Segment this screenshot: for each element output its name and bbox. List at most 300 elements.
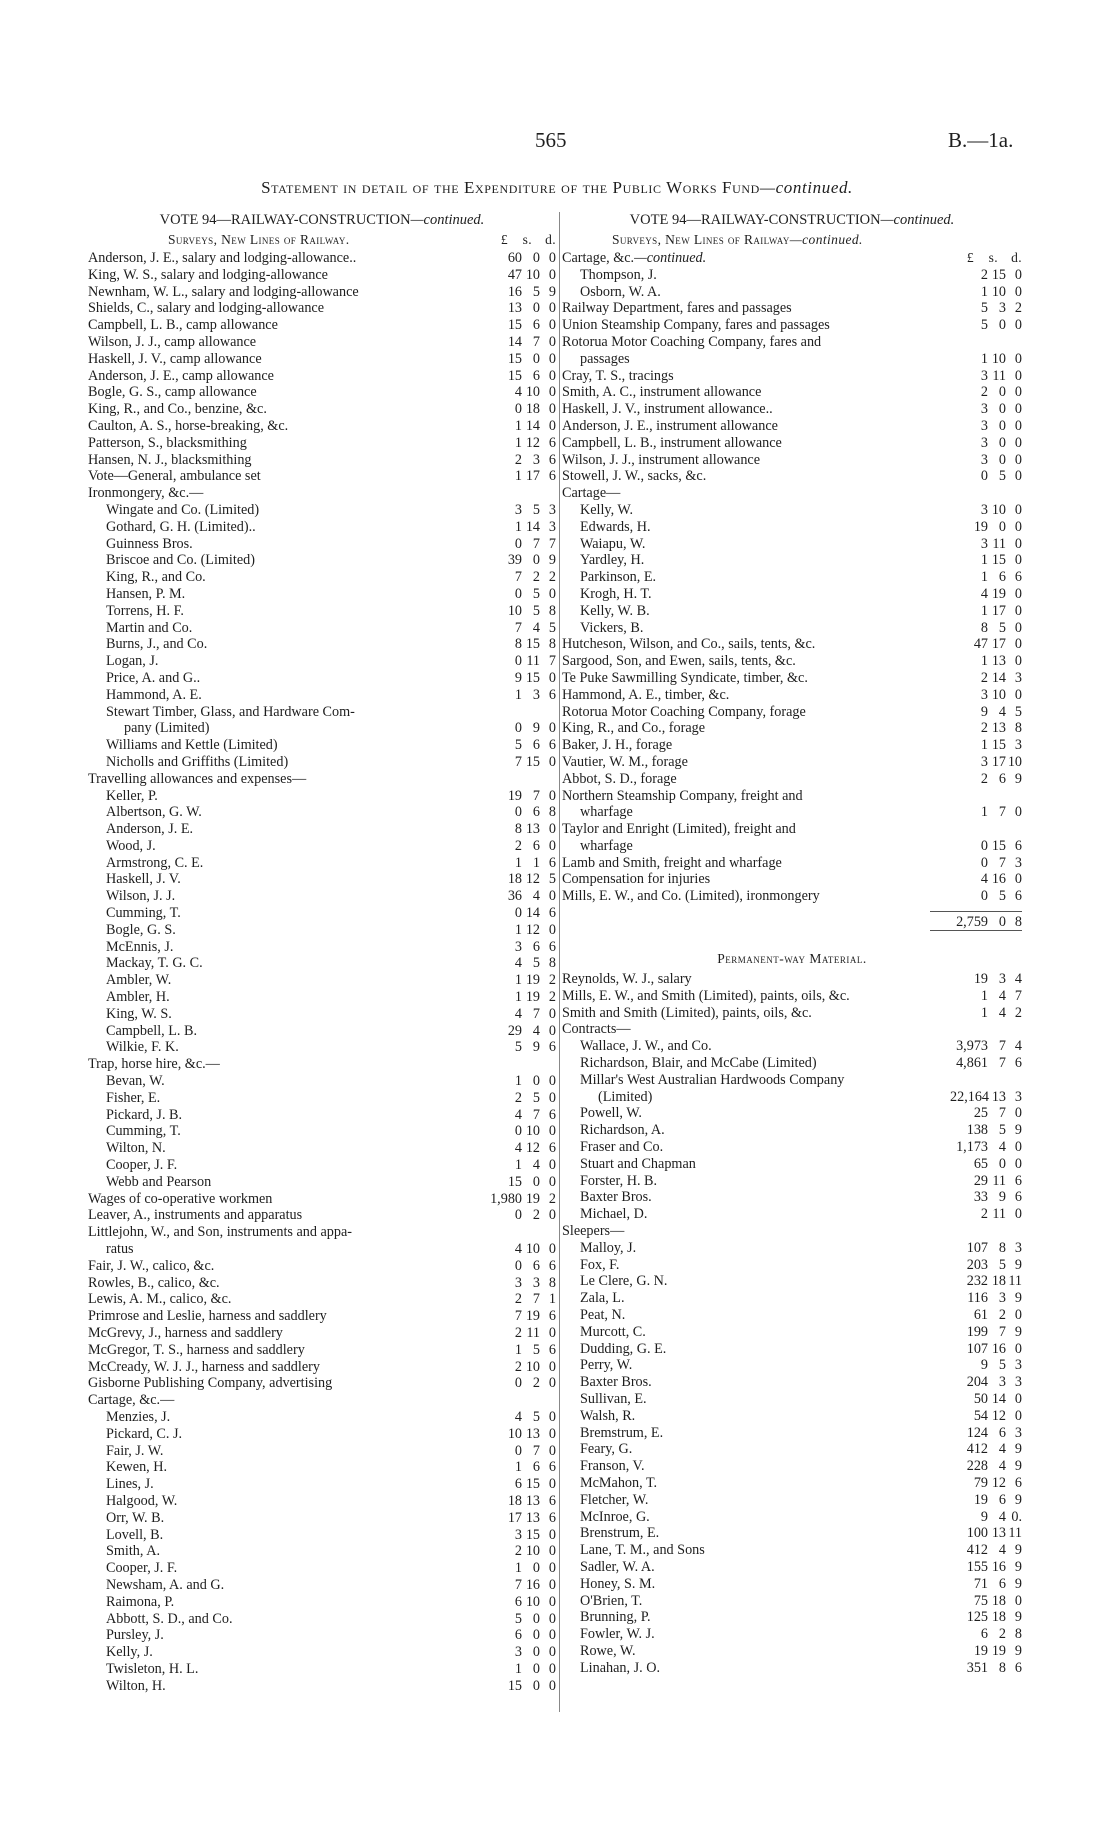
title-continued: —continued.	[759, 178, 853, 197]
entry-name: Haskell, J. V., camp allowance	[88, 350, 262, 367]
entry-pence: 2	[1014, 1004, 1022, 1021]
entry-row	[88, 720, 556, 737]
entry-name: Baxter Bros.	[580, 1374, 652, 1391]
entry-row	[88, 1207, 556, 1224]
entry-name-cell	[562, 1273, 950, 1290]
entry-amount	[950, 988, 1022, 1005]
entry-pounds: 7	[514, 569, 522, 586]
entry-name: Nicholls and Griffiths (Limited)	[106, 753, 289, 770]
entry-shillings: 5	[532, 501, 540, 518]
entry-name-cell	[88, 603, 484, 620]
entry-shillings: 19	[525, 1190, 540, 1207]
entry-shillings: 7	[532, 1005, 540, 1022]
entry-name: Smith, A. C., instrument allowance	[562, 384, 762, 401]
entry-amount	[950, 502, 1022, 519]
entry-shillings: 15	[991, 737, 1006, 754]
entry-name: Caulton, A. S., horse-breaking, &c.	[88, 417, 289, 434]
entry-row	[562, 1408, 1022, 1425]
entry-row	[562, 1105, 1022, 1122]
entry-name: Zala, L.	[580, 1290, 625, 1307]
entry-pence: 0	[548, 720, 556, 737]
entry-shillings: 4	[998, 1441, 1006, 1458]
entry-row	[88, 586, 556, 603]
entry-name-cell	[88, 1241, 484, 1258]
entry-shillings: 14	[991, 1391, 1006, 1407]
entry-pence: 0	[548, 250, 556, 266]
entry-amount	[484, 1140, 556, 1157]
entry-amount	[950, 435, 1022, 452]
entry-shillings: 16	[991, 1558, 1006, 1575]
entry-amount	[950, 754, 1022, 771]
entry-name: Yardley, H.	[580, 552, 645, 569]
entry-pounds: 18	[507, 1492, 522, 1509]
total-pounds: 2,759	[956, 914, 988, 931]
entry-name-cell	[562, 687, 950, 704]
entry-amount	[950, 351, 1022, 368]
entry-row	[562, 1122, 1022, 1139]
entry-row	[562, 620, 1022, 637]
entry-amount	[950, 1273, 1022, 1290]
entry-shillings: 4	[532, 1022, 540, 1039]
entry-amount	[950, 1626, 1022, 1643]
entry-name: McGrevy, J., harness and saddlery	[88, 1325, 283, 1341]
entry-name: Stowell, J. W., sacks, &c.	[562, 468, 707, 485]
entry-pence: 8	[548, 1274, 556, 1291]
entry-pounds: 0	[514, 804, 522, 821]
entry-shillings: 12	[525, 921, 540, 938]
entry-amount	[484, 1678, 556, 1695]
entry-pence: 8	[1014, 720, 1022, 737]
entry-pounds: 15	[507, 367, 522, 384]
entry-name-cell	[88, 1140, 484, 1157]
entry-name-cell	[562, 838, 950, 855]
entry-row	[88, 1157, 556, 1174]
entry-name: Wilson, J. J.	[106, 888, 176, 905]
entry-name: Twisleton, H. L.	[106, 1660, 199, 1677]
entry-pence: 0	[548, 401, 556, 418]
entry-pence: 11	[1008, 1525, 1022, 1542]
statement-title	[0, 178, 1114, 198]
entry-name-cell	[562, 1509, 950, 1526]
entry-name: Leaver, A., instruments and apparatus	[88, 1207, 303, 1224]
entry-amount	[950, 1156, 1022, 1173]
entry-name-cell	[562, 1559, 950, 1576]
entry-name: Richardson, Blair, and McCabe (Limited)	[580, 1055, 817, 1072]
entry-shillings: 6	[532, 1459, 540, 1476]
entry-amount	[484, 804, 556, 821]
entry-row	[88, 1342, 556, 1359]
entry-pence: 9	[1014, 1642, 1022, 1659]
entry-shillings: 7	[998, 1038, 1006, 1055]
entry-amount	[950, 1206, 1022, 1223]
entry-row	[562, 1626, 1022, 1643]
entry-name: Fox, F.	[580, 1256, 620, 1273]
entry-name: Sadler, W. A.	[580, 1558, 655, 1575]
entry-name-cell	[88, 1627, 484, 1644]
entry-name: Ironmongery, &c.—	[88, 485, 204, 502]
entry-name: Franson, V.	[580, 1458, 645, 1475]
entry-name: Halgood, W.	[106, 1492, 178, 1509]
entry-name: Rotorua Motor Coaching Company, fares and	[562, 333, 822, 350]
entry-name-cell	[562, 418, 950, 435]
entry-name: Bevan, W.	[106, 1073, 165, 1090]
entry-name-cell	[88, 1107, 484, 1124]
entry-shillings: 7	[998, 854, 1006, 871]
entry-shillings: 5	[532, 1408, 540, 1425]
entry-row	[88, 1191, 556, 1208]
entry-pence: 0	[548, 837, 556, 854]
entry-amount	[484, 536, 556, 553]
entry-name-cell	[562, 401, 950, 418]
entry-shillings: 4	[532, 619, 540, 636]
entry-name-cell	[88, 855, 484, 872]
entry-pounds: 2	[514, 1325, 522, 1341]
entry-row	[562, 788, 1022, 805]
entry-name-cell	[562, 452, 950, 469]
entry-row	[562, 351, 1022, 368]
entry-row	[88, 1224, 556, 1241]
entry-name-cell	[562, 720, 950, 737]
entry-name-cell	[88, 317, 484, 334]
entry-shillings: 6	[532, 938, 540, 955]
entry-row	[88, 519, 556, 536]
entry-pounds: 29	[973, 1172, 988, 1189]
entry-pounds: 5	[514, 1039, 522, 1056]
entry-name: Baxter Bros.	[580, 1189, 652, 1206]
entry-amount	[484, 1493, 556, 1510]
entry-shillings: 3	[998, 1290, 1006, 1307]
entry-pounds: 0	[514, 1257, 522, 1274]
entry-row	[562, 1492, 1022, 1509]
entry-pence: 0	[548, 1610, 556, 1627]
entry-name: Keller, P.	[106, 787, 158, 804]
entry-pence: 9	[1014, 1122, 1022, 1139]
entry-name-cell	[88, 1073, 484, 1090]
entry-name-cell	[562, 1122, 950, 1139]
entry-name-cell	[562, 1391, 950, 1408]
entry-shillings: 0	[532, 1173, 540, 1190]
entry-name-cell	[88, 334, 484, 351]
entry-shillings: 0	[998, 317, 1006, 334]
entry-name-cell	[562, 384, 950, 401]
entry-name: Wilson, J. J., camp allowance	[88, 333, 257, 350]
entry-row	[562, 418, 1022, 435]
entry-row	[562, 804, 1022, 821]
entry-shillings: 4	[998, 1458, 1006, 1475]
entry-amount	[484, 1443, 556, 1460]
shillings-header: s.	[988, 250, 998, 265]
document-reference: B.—1a.	[948, 128, 1014, 152]
entry-name: Torrens, H. F.	[106, 602, 184, 619]
entry-row	[562, 1290, 1022, 1307]
entry-name: Fraser and Co.	[580, 1139, 664, 1156]
entry-name: Rowles, B., calico, &c.	[88, 1274, 220, 1291]
entry-row	[88, 1392, 556, 1409]
entry-amount	[950, 1290, 1022, 1307]
entry-row	[88, 1073, 556, 1090]
entry-name-cell	[88, 788, 484, 805]
entry-name-cell	[88, 1577, 484, 1594]
entry-name: Martin and Co.	[106, 619, 193, 636]
entry-pence: 3	[1014, 737, 1022, 754]
entry-shillings: 17	[991, 602, 1006, 619]
entry-row	[88, 704, 556, 721]
entry-shillings: 16	[991, 871, 1006, 888]
entry-pence: 9	[1014, 1441, 1022, 1458]
entry-name: Fowler, W. J.	[580, 1626, 655, 1643]
entry-name: Ambler, W.	[106, 972, 172, 989]
entry-amount	[484, 351, 556, 368]
entry-name: Thompson, J.	[580, 266, 657, 283]
entry-amount	[950, 1307, 1022, 1324]
entry-shillings: 2	[532, 569, 540, 586]
entry-name-cell	[562, 284, 950, 301]
entry-pounds: 7	[514, 1576, 522, 1593]
entry-row	[88, 888, 556, 905]
entry-name-cell	[88, 972, 484, 989]
entry-row	[88, 452, 556, 469]
entry-name: McEnnis, J.	[106, 938, 174, 955]
entry-name-cell	[88, 1006, 484, 1023]
entry-name: Fisher, E.	[106, 1089, 161, 1106]
entry-pence: 0	[1014, 317, 1022, 334]
entry-amount	[484, 1611, 556, 1628]
entry-pence: 8	[548, 602, 556, 619]
entry-shillings: 13	[525, 821, 540, 838]
entry-name: McCready, W. J. J., harness and saddlery	[88, 1358, 320, 1375]
entry-row	[88, 620, 556, 637]
entry-name: Kelly, J.	[106, 1644, 153, 1661]
entry-pounds: 15	[507, 1173, 522, 1190]
entry-row	[88, 1611, 556, 1628]
entry-amount	[950, 838, 1022, 855]
shillings-header: s.	[522, 232, 532, 247]
entry-amount	[950, 1542, 1022, 1559]
entry-row	[88, 1325, 556, 1342]
entry-name: Cray, T. S., tracings	[562, 367, 674, 384]
entry-row	[562, 435, 1022, 452]
entry-shillings: 0	[998, 1155, 1006, 1172]
entry-pence: 0	[548, 1543, 556, 1560]
entry-row	[88, 317, 556, 334]
entry-amount	[484, 519, 556, 536]
entry-name: Lewis, A. M., calico, &c.	[88, 1291, 232, 1308]
entry-row	[88, 821, 556, 838]
entry-name-cell	[562, 1492, 950, 1509]
entry-shillings: 6	[532, 737, 540, 754]
entry-amount	[484, 368, 556, 385]
entry-pounds: 6	[514, 1476, 522, 1493]
entry-pounds: 5	[514, 1610, 522, 1627]
entry-name-cell	[562, 1525, 950, 1542]
entry-shillings: 0	[532, 1073, 540, 1090]
entry-pounds: 18	[507, 871, 522, 888]
entry-shillings: 19	[525, 989, 540, 1006]
entry-name: Wilton, H.	[106, 1677, 166, 1694]
entry-pounds: 47	[973, 636, 988, 653]
entry-name-cell	[562, 1257, 950, 1274]
entry-pounds: 36	[507, 888, 522, 905]
entry-amount	[950, 1122, 1022, 1139]
entry-amount	[950, 1240, 1022, 1257]
entry-pounds: 7	[514, 619, 522, 636]
subheading-row	[562, 230, 1022, 250]
entry-name-cell	[88, 1527, 484, 1544]
entry-amount	[950, 720, 1022, 737]
entry-amount	[484, 1174, 556, 1191]
entry-shillings: 17	[991, 636, 1006, 653]
entry-pence: 6	[548, 1509, 556, 1526]
entry-name: King, R., and Co., forage	[562, 720, 706, 737]
entry-shillings: 5	[998, 468, 1006, 485]
entry-name: Brenstrum, E.	[580, 1525, 660, 1542]
entry-name: Anderson, J. E., salary and lodging-allowance..	[88, 250, 357, 266]
entry-shillings: 5	[532, 602, 540, 619]
entry-shillings: 19	[525, 972, 540, 989]
entry-name-cell	[562, 1593, 950, 1610]
entry-row	[562, 1475, 1022, 1492]
entry-name-cell	[562, 1038, 950, 1055]
entry-row	[88, 838, 556, 855]
entry-name-cell	[88, 737, 484, 754]
entry-pence: 0	[548, 1207, 556, 1224]
entry-name: Kewen, H.	[106, 1459, 168, 1476]
entry-shillings: 9	[532, 720, 540, 737]
entry-name-cell	[88, 1493, 484, 1510]
entry-amount	[950, 1257, 1022, 1274]
entry-pence: 0	[548, 1173, 556, 1190]
entry-shillings: 7	[532, 1106, 540, 1123]
entry-row	[88, 1123, 556, 1140]
entry-name-cell	[88, 720, 484, 737]
entry-name: Wages of co-operative workmen	[88, 1190, 273, 1207]
entry-pounds: 54	[973, 1407, 988, 1424]
entry-shillings: 13	[991, 1525, 1006, 1542]
entry-shillings: 6	[532, 317, 540, 334]
entry-row	[562, 1307, 1022, 1324]
entry-pounds: 6	[514, 1627, 522, 1644]
entry-amount	[484, 939, 556, 956]
entry-pence: 0	[1014, 1155, 1022, 1172]
entry-name-cell	[88, 384, 484, 401]
entry-name: Brunning, P.	[580, 1609, 651, 1626]
entry-pounds: 3	[980, 434, 988, 451]
entry-name-cell	[562, 821, 950, 838]
entry-name: Sullivan, E.	[580, 1391, 647, 1407]
entry-pounds: 2	[514, 1291, 522, 1308]
entry-pounds: 0	[980, 837, 988, 854]
entry-amount	[950, 384, 1022, 401]
entry-pence: 0	[1014, 602, 1022, 619]
entry-pounds: 1	[514, 989, 522, 1006]
entry-pounds: 3	[514, 501, 522, 518]
entry-name-cell	[88, 1174, 484, 1191]
entry-amount	[484, 687, 556, 704]
entry-shillings: 14	[991, 669, 1006, 686]
entry-name: Vickers, B.	[580, 619, 644, 636]
entry-pence: 0	[1014, 501, 1022, 518]
entry-shillings: 1	[532, 854, 540, 871]
entry-shillings: 17	[525, 468, 540, 485]
entry-amount	[950, 1089, 1022, 1106]
entry-row	[88, 1510, 556, 1527]
entry-row	[562, 1509, 1022, 1526]
entry-name: Rowe, W.	[580, 1642, 636, 1659]
entry-shillings: 12	[525, 1140, 540, 1157]
entry-row	[562, 771, 1022, 788]
entry-row	[88, 1056, 556, 1073]
entry-name: Feary, G.	[580, 1441, 633, 1458]
entry-row	[562, 653, 1022, 670]
vote-continued: —continued.	[880, 212, 955, 228]
entry-amount	[484, 1342, 556, 1359]
entry-row	[562, 670, 1022, 687]
entry-amount	[484, 1577, 556, 1594]
entry-pence: 6	[1014, 569, 1022, 586]
entry-name-cell	[562, 771, 950, 788]
entry-shillings: 18	[991, 1609, 1006, 1626]
entry-pence: 9	[548, 283, 556, 300]
entry-name-cell	[562, 988, 950, 1005]
entry-name: Menzies, J.	[106, 1408, 171, 1425]
entry-pence: 6	[548, 1341, 556, 1358]
entry-name: King, W. S., salary and lodging-allowance	[88, 266, 328, 283]
left-entries	[88, 250, 556, 1695]
entry-name-cell	[88, 284, 484, 301]
entry-pence: 0	[1014, 266, 1022, 283]
entry-shillings: 10	[525, 1123, 540, 1140]
entry-pounds: 1	[514, 1560, 522, 1577]
entry-name-cell	[562, 1290, 950, 1307]
entry-pence: 0	[1014, 1139, 1022, 1156]
entry-name: Vautier, W. M., forage	[562, 753, 688, 770]
entry-shillings: 11	[526, 653, 540, 670]
entry-pounds: 4	[514, 1140, 522, 1157]
entry-name: Burns, J., and Co.	[106, 636, 208, 653]
entry-pence: 8	[1014, 1626, 1022, 1643]
entry-row	[562, 871, 1022, 888]
entry-row	[88, 1644, 556, 1661]
entry-name-cell	[562, 1458, 950, 1475]
entry-name: Anderson, J. E.	[106, 821, 194, 838]
entry-name-cell	[562, 536, 950, 553]
entry-shillings: 10	[525, 1593, 540, 1610]
entry-amount	[484, 267, 556, 284]
entry-name: wharfage	[580, 804, 633, 821]
entry-pence: 3	[548, 501, 556, 518]
entry-row	[88, 603, 556, 620]
entry-shillings: 5	[998, 619, 1006, 636]
entry-shillings: 15	[525, 753, 540, 770]
entry-pence: 0	[548, 350, 556, 367]
entry-amount	[484, 468, 556, 485]
entry-pounds: 3	[514, 1644, 522, 1661]
entry-row	[88, 1476, 556, 1493]
entry-row	[88, 1409, 556, 1426]
entry-amount	[950, 1660, 1022, 1677]
entry-row	[88, 1627, 556, 1644]
entry-name: Union Steamship Company, fares and passages	[562, 317, 830, 334]
entry-name-cell	[88, 1543, 484, 1560]
entry-pounds: 100	[966, 1525, 988, 1542]
entry-name-cell	[88, 687, 484, 704]
title-main: Statement in detail of the Expenditure of the Public Works Fund	[261, 178, 760, 197]
entry-pounds: 2	[980, 669, 988, 686]
entry-pence: 6	[1014, 1055, 1022, 1072]
entry-shillings: 9	[998, 1189, 1006, 1206]
entry-shillings: 16	[525, 1576, 540, 1593]
entry-pence: 6	[548, 434, 556, 451]
